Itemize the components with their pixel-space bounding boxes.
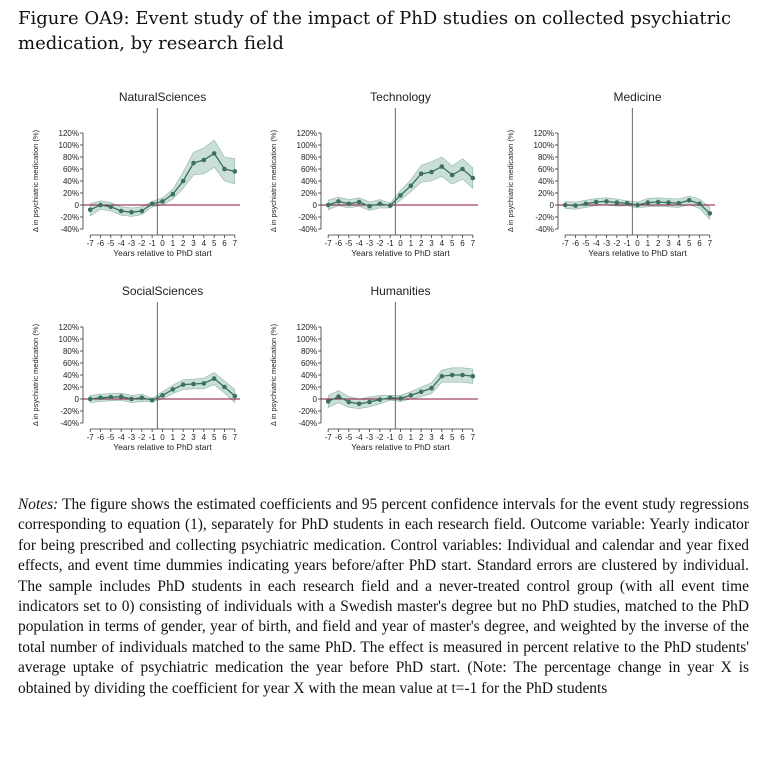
panel-1-y-tick-label: 100% [58,140,79,150]
panel-1-data-point [119,209,124,214]
panel-1-data-point [160,199,165,204]
panel-3-x-axis-label: Years relative to PhD start [588,248,687,258]
panel-1-data-point [129,210,134,215]
panel-4-data-point [191,382,196,387]
panel-5-y-tick-label: 40% [300,370,317,380]
panel-3-data-point [584,202,589,207]
panel-2-data-point [460,167,465,172]
panel-1-x-tick-label: -3 [127,239,136,248]
panel-2-x-tick-label: -6 [334,239,343,248]
panel-5-data-point [450,373,455,378]
panel-2-data-point [326,203,331,208]
panel-5-x-tick-label: 3 [429,433,434,442]
panel-4-x-tick-label: 4 [201,433,207,442]
panel-1-y-tick-label: 60% [62,164,79,174]
panel-4-x-tick-label: -6 [96,433,105,442]
panel-4-x-tick-label: -7 [86,433,94,442]
panel-4-y-tick-label: 120% [58,322,79,332]
panel-2-x-tick-label: -7 [324,239,332,248]
panel-1-data-point [212,151,217,156]
panel-3-y-tick-label: 120% [533,128,554,138]
panel-2-y-axis-label: Δ in psychiatric medication (%) [269,129,278,233]
panel-2-data-point [336,199,341,204]
panel-3-data-point [563,203,568,208]
panel-3-x-tick-label: -4 [592,239,600,248]
panel-2-y-tick-label: 0 [312,200,317,210]
panel-3-data-point [573,203,578,208]
panel-1-x-tick-label: 1 [170,239,176,248]
panel-2-data-point [357,200,362,205]
panel-3-data-point [594,200,599,205]
panel-5-x-tick-label: 2 [418,433,424,442]
panel-2-x-tick-label: 3 [429,239,434,248]
panel-3-y-axis-label: Δ in psychiatric medication (%) [506,129,515,233]
notes-label: Notes: [18,496,59,513]
panel-5-x-tick-label: -4 [355,433,363,442]
panel-5-x-tick-label: 6 [460,433,465,442]
panel-4-data-point [222,385,227,390]
panel-4-title: SocialSciences [121,284,204,298]
panel-3-y-tick-label: 100% [533,140,554,150]
panel-5-x-tick-label: -2 [376,433,384,442]
panel-1-x-tick-label: -4 [117,239,125,248]
panel-1-data-point [202,158,207,163]
panel-1-y-tick-label: 0 [74,200,79,210]
panel-3-data-point [656,200,661,205]
panel-5-data-point [388,396,393,401]
panel-2-x-tick-label: 1 [408,239,414,248]
panel-5-y-tick-label: 80% [300,346,317,356]
panel-2-data-point [429,170,434,175]
panel-3-data-point [708,211,713,216]
panel-4-x-tick-label: 0 [160,433,165,442]
panel-4-x-tick-label: -4 [117,433,125,442]
panel-5-data-point [471,374,476,379]
panel-4-data-point [88,397,93,402]
panel-1-x-tick-label: -1 [148,239,156,248]
panel-4-data-point [233,394,238,399]
panel-4-data-point [181,382,186,387]
panel-3-data-point [625,201,630,206]
panel-1-x-tick-label: 5 [211,239,217,248]
figure-notes [18,495,749,699]
panel-4-x-tick-label: -5 [107,433,115,442]
panel-2-data-point [409,184,414,189]
panel-1-data-point [98,203,103,208]
panel-3-x-tick-label: 6 [697,239,702,248]
panel-5-y-tick-label: 100% [296,334,317,344]
panel-1-x-tick-label: 3 [191,239,196,248]
panel-3-data-point [646,200,651,205]
panel-5-x-axis-label: Years relative to PhD start [351,442,450,452]
panel-2-data-point [419,172,424,177]
panel-5-x-tick-label: 0 [398,433,403,442]
panel-3-data-point [687,198,692,203]
panel-5-data-point [398,396,403,401]
panel-3-y-tick-label: -40% [535,224,554,234]
panel-2-y-tick-label: 120% [296,128,317,138]
panel-1-y-tick-label: -40% [60,224,79,234]
panel-2-y-tick-label: 80% [300,152,317,162]
panel-2-y-tick-label: -20% [298,212,317,222]
panel-4-y-tick-label: 0 [74,394,79,404]
figure-title: Figure OA9: Event study of the impact of PhD studies on collected psychiatric medication, by research field [18,8,732,54]
panel-1-data-point [150,202,155,207]
panel-2-x-tick-label: 4 [439,239,445,248]
panel-2-data-point [388,203,393,208]
panel-5-data-point [460,373,465,378]
panel-5-data-point [326,399,331,404]
panel-4-y-tick-label: 40% [62,370,79,380]
panel-3-x-tick-label: 0 [635,239,640,248]
panel-1-data-point [140,209,145,214]
panel-1-y-axis-label: Δ in psychiatric medication (%) [31,129,40,233]
panel-4-data-point [171,387,176,392]
panel-3-y-tick-label: 0 [549,200,554,210]
panel-1-x-tick-label: 6 [222,239,227,248]
panel-4-data-point [109,395,114,400]
panel-4-x-tick-label: -1 [148,433,156,442]
panel-1-x-tick-label: -5 [107,239,115,248]
panel-5-y-tick-label: 20% [300,382,317,392]
panel-2-x-tick-label: 7 [470,239,476,248]
panel-4-data-point [202,381,207,386]
panel-3-x-tick-label: 3 [666,239,671,248]
panel-4-data-point [129,397,134,402]
panel-2-x-tick-label: -4 [355,239,363,248]
panel-2-data-point [367,204,372,209]
panel-2-y-tick-label: 60% [300,164,317,174]
panel-1-data-point [171,192,176,197]
panel-3-x-tick-label: -5 [582,239,590,248]
panel-5-y-tick-label: 0 [312,394,317,404]
panel-4-data-point [119,394,124,399]
panel-1-x-tick-label: -7 [86,239,94,248]
panel-5-y-tick-label: 120% [296,322,317,332]
panel-4-data-point [160,393,165,398]
panel-3-x-tick-label: 7 [707,239,713,248]
panel-1-y-tick-label: 20% [62,188,79,198]
panel-5-x-tick-label: 4 [439,433,445,442]
panel-3-x-tick-label: 4 [676,239,682,248]
panel-3-y-tick-label: 20% [537,188,554,198]
panel-3-title: Medicine [613,90,662,104]
panel-1-x-tick-label: 7 [232,239,238,248]
panel-3-x-tick-label: 2 [655,239,661,248]
panel-2-data-point [450,173,455,178]
panel-4-y-tick-label: 20% [62,382,79,392]
panel-1-title: NaturalSciences [118,90,207,104]
panel-4-y-tick-label: 100% [58,334,79,344]
panel-4-y-axis-label: Δ in psychiatric medication (%) [31,323,40,427]
panel-3-y-tick-label: 40% [537,176,554,186]
panel-3-x-tick-label: 1 [645,239,651,248]
panel-5-x-tick-label: -5 [345,433,353,442]
panel-1-data-point [88,208,93,213]
panel-4-x-tick-label: 6 [222,433,227,442]
panel-2-x-tick-label: 6 [460,239,465,248]
panel-5-x-tick-label: -1 [386,433,394,442]
panel-5-data-point [440,374,445,379]
panel-4-y-tick-label: 80% [62,346,79,356]
panel-2-y-tick-label: -40% [298,224,317,234]
panel-2-x-tick-label: -3 [365,239,374,248]
panel-2-x-tick-label: 2 [418,239,424,248]
panel-2-y-tick-label: 100% [296,140,317,150]
panel-4-data-point [150,398,155,403]
panel-2-x-tick-label: -2 [376,239,384,248]
panel-4-data-point [140,396,145,401]
panel-5-data-point [429,386,434,391]
panel-5-title: Humanities [370,284,431,298]
panel-4-x-axis-label: Years relative to PhD start [113,442,212,452]
panel-5-data-point [367,400,372,405]
panel-2-x-tick-label: -1 [386,239,394,248]
panel-5-data-point [419,390,424,395]
panel-3-x-tick-label: -3 [602,239,611,248]
panel-3-data-point [635,203,640,208]
panel-2-data-point [378,202,383,207]
panel-5-data-point [347,400,352,405]
panel-3-x-tick-label: -2 [613,239,621,248]
panel-4-x-tick-label: -3 [127,433,136,442]
panel-1-x-tick-label: 4 [201,239,207,248]
panel-5-y-tick-label: -40% [298,418,317,428]
panel-4-x-tick-label: 7 [232,433,238,442]
panel-4-y-tick-label: -20% [60,406,79,416]
panel-4-x-tick-label: 5 [211,433,217,442]
panel-5-data-point [357,402,362,407]
panel-3-y-tick-label: 60% [537,164,554,174]
panel-5-data-point [378,397,383,402]
panel-4-x-tick-label: 1 [170,433,176,442]
panel-3-y-tick-label: -20% [535,212,554,222]
panel-4-data-point [98,396,103,401]
panel-3-data-point [615,200,620,205]
panel-5-x-tick-label: 5 [449,433,455,442]
panel-2-x-tick-label: 0 [398,239,403,248]
panel-2-data-point [347,202,352,207]
panel-5-data-point [409,393,414,398]
panel-1-data-point [191,161,196,166]
panel-2-x-axis-label: Years relative to PhD start [351,248,450,258]
panel-2-y-tick-label: 20% [300,188,317,198]
panel-5-y-tick-label: -20% [298,406,317,416]
panel-1-data-point [181,179,186,184]
panel-3-x-tick-label: -7 [561,239,569,248]
panel-1-data-point [233,169,238,174]
panel-3-y-tick-label: 80% [537,152,554,162]
panel-1-y-tick-label: 40% [62,176,79,186]
panel-1-data-point [109,205,114,210]
panel-3-data-point [697,202,702,207]
panel-5-data-point [336,394,341,399]
panel-2-x-tick-label: -5 [345,239,353,248]
panel-1-x-tick-label: -6 [96,239,105,248]
panel-2-data-point [471,176,476,181]
panel-1-y-tick-label: -20% [60,212,79,222]
panel-4-data-point [212,376,217,381]
panel-1-y-tick-label: 120% [58,128,79,138]
panel-3-data-point [666,200,671,205]
panel-5-x-tick-label: 1 [408,433,414,442]
panel-3-x-tick-label: -1 [623,239,631,248]
panel-4-x-tick-label: 3 [191,433,196,442]
panel-2-data-point [440,164,445,169]
panel-1-x-axis-label: Years relative to PhD start [113,248,212,258]
panel-4-x-tick-label: -2 [138,433,146,442]
panel-5-y-axis-label: Δ in psychiatric medication (%) [269,323,278,427]
panel-1-data-point [222,167,227,172]
panel-5-x-tick-label: 7 [470,433,476,442]
panel-4-y-tick-label: 60% [62,358,79,368]
panel-5-x-tick-label: -7 [324,433,332,442]
panel-2-title: Technology [370,90,431,104]
panel-5-x-tick-label: -3 [365,433,374,442]
panel-3-data-point [604,199,609,204]
panel-3-x-tick-label: -6 [571,239,580,248]
notes-text: The figure shows the estimated coefficients and 95 percent confidence intervals for the event study regressions corresponding to equation (1), separately for PhD students in each research field. Outcome variable: Yearly indicator for being prescribed and collecting psychiatric medication. Control variables: Individual and calendar and year fixed effects, and event time dummies indicating years before/after PhD start. Standard errors are clustered by individual. The sample includes PhD students in each research field and a never-treated control group (with all event time indicators set to 0) consisting of individuals with a Swedish master's degree but no PhD studies, matched to the PhD population in terms of gender, year of birth, and field and year of master's degree, and weighted by the inverse of the total number of individuals matched to the same PhD. The effect is measured in percent relative to the PhD students' average uptake of psychiatric medication the year before PhD start. (Note: The percentage change in year X is obtained by dividing the coefficient for year X with the mean value at t=-1 for the PhD students [18,496,749,697]
panel-2-data-point [398,193,403,198]
panel-3-data-point [677,201,682,206]
panel-1-y-tick-label: 80% [62,152,79,162]
panel-3-x-tick-label: 5 [686,239,692,248]
panel-5-y-tick-label: 60% [300,358,317,368]
panel-4-y-tick-label: -40% [60,418,79,428]
panel-2-y-tick-label: 40% [300,176,317,186]
panel-1-x-tick-label: -2 [138,239,146,248]
panel-4-x-tick-label: 2 [180,433,186,442]
panel-1-x-tick-label: 2 [180,239,186,248]
panel-5-x-tick-label: -6 [334,433,343,442]
panel-1-x-tick-label: 0 [160,239,165,248]
panel-2-x-tick-label: 5 [449,239,455,248]
